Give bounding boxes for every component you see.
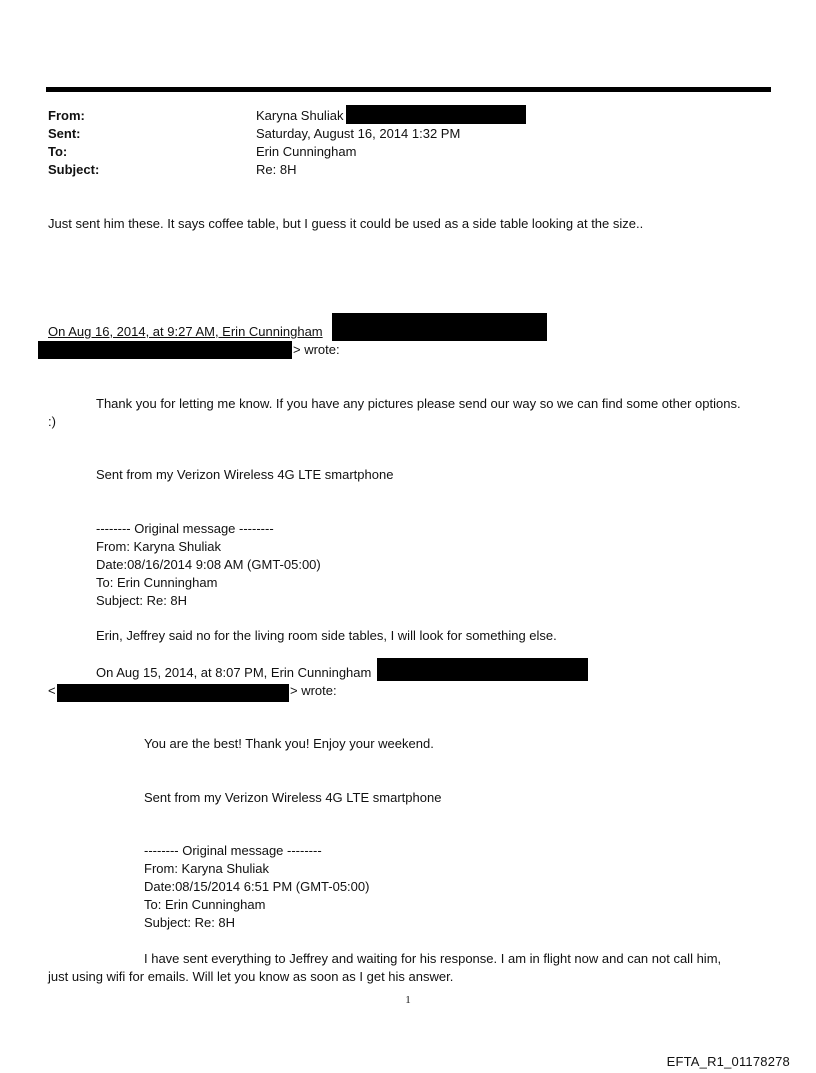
quote-header-2-lt: < — [48, 683, 56, 698]
best-text: You are the best! Thank you! Enjoy your weekend. — [144, 736, 434, 751]
original-to-2: To: Erin Cunningham — [144, 897, 266, 912]
original-to-1: To: Erin Cunningham — [96, 575, 218, 590]
redaction-box — [57, 684, 289, 702]
quote-header-1: On Aug 16, 2014, at 9:27 AM, Erin Cunningham — [48, 324, 323, 339]
original-from-2: From: Karyna Shuliak — [144, 861, 269, 876]
thanks-text: Thank you for letting me know. If you have any pictures please send our way so we can find some other options. — [96, 396, 741, 411]
bates-number: EFTA_R1_01178278 — [666, 1054, 790, 1069]
subject-label: Subject: — [48, 162, 100, 177]
sent-value: Saturday, August 16, 2014 1:32 PM — [256, 126, 461, 141]
sent-label: Sent: — [48, 126, 81, 141]
quote-header-1-wrote: > wrote: — [293, 342, 340, 357]
original-subject-1: Subject: Re: 8H — [96, 593, 188, 608]
original-message-title-2: -------- Original message -------- — [144, 843, 322, 858]
from-label: From: — [48, 108, 85, 123]
final-message-line-2: just using wifi for emails. Will let you know as soon as I get his answer. — [48, 969, 454, 984]
intro-text: Just sent him these. It says coffee table, but I guess it could be used as a side table looking at the size.. — [48, 216, 644, 231]
original-from-1: From: Karyna Shuliak — [96, 539, 221, 554]
signature-1: Sent from my Verizon Wireless 4G LTE smartphone — [96, 467, 394, 482]
final-message-line-1: I have sent everything to Jeffrey and waiting for his response. I am in flight now and can not call him, — [144, 951, 722, 966]
header-rule — [46, 87, 771, 92]
original-subject-2: Subject: Re: 8H — [144, 915, 236, 930]
original-message-title-1: -------- Original message -------- — [96, 521, 274, 536]
erin-message: Erin, Jeffrey said no for the living room side tables, I will look for something else. — [96, 628, 557, 643]
original-date-2: Date:08/15/2014 6:51 PM (GMT-05:00) — [144, 879, 370, 894]
quote-header-2: On Aug 15, 2014, at 8:07 PM, Erin Cunningham — [96, 665, 372, 680]
subject-value: Re: 8H — [256, 162, 297, 177]
to-value: Erin Cunningham — [256, 144, 357, 159]
original-date-1: Date:08/16/2014 9:08 AM (GMT-05:00) — [96, 557, 321, 572]
redaction-box — [38, 341, 292, 359]
quote-header-2-wrote: > wrote: — [290, 683, 337, 698]
page-number: 1 — [405, 994, 411, 1006]
redaction-box — [346, 105, 526, 124]
redaction-box — [332, 313, 547, 341]
from-value: Karyna Shuliak — [256, 108, 344, 123]
signature-2: Sent from my Verizon Wireless 4G LTE smartphone — [144, 790, 442, 805]
smiley-text: :) — [48, 414, 56, 429]
to-label: To: — [48, 144, 68, 159]
redaction-box — [377, 658, 588, 681]
